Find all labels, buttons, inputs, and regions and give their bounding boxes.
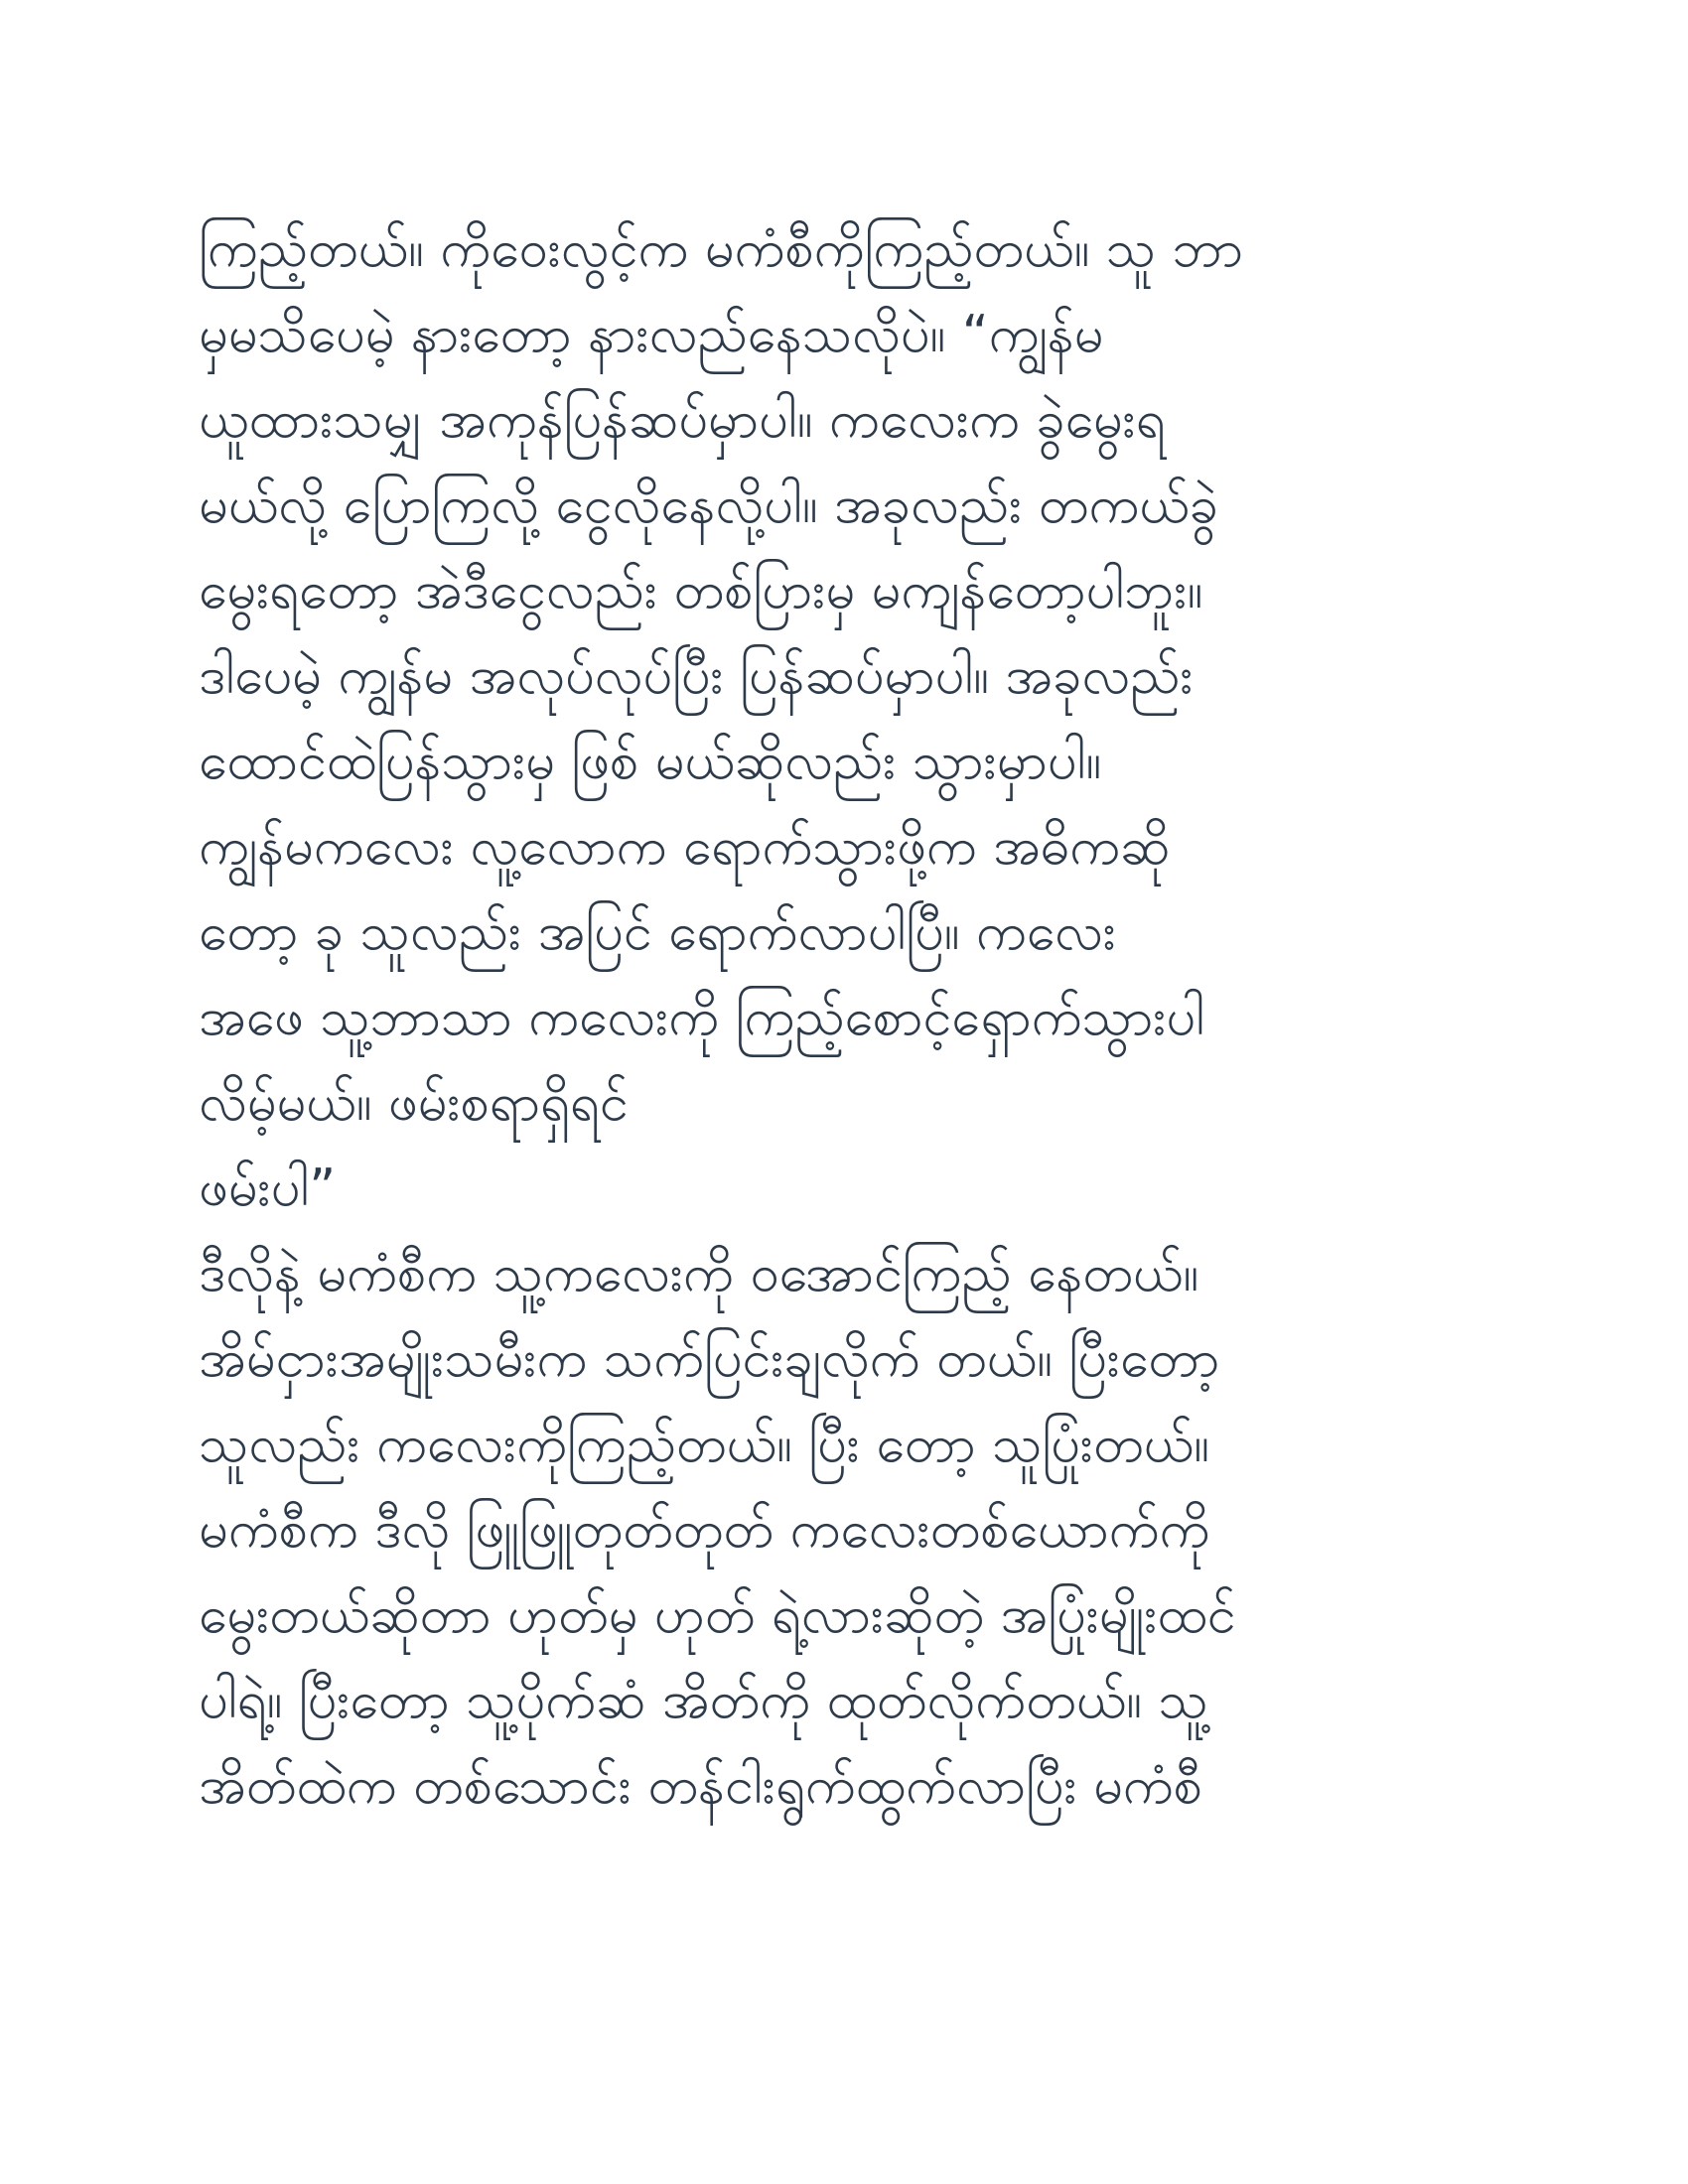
body-text bbox=[199, 206, 1499, 1829]
text-line-17: မွေးတယ်ဆိုတာ ဟုတ်မှ ဟုတ် ရဲ့လားဆိုတဲ့ အပြုံးမျိုးထင် bbox=[199, 1585, 1236, 1645]
text-line-9: တော့ ခု သူလည်း အပြင် ရောက်လာပါပြီ။ ကလေး bbox=[199, 902, 1116, 962]
text-line-6: ဒါပေမဲ့ ကျွန်မ အလုပ်လုပ်ပြီး ပြန်ဆပ်မှာပါ။ အခုလည်း bbox=[199, 646, 1194, 706]
text-line-8: ကျွန်မကလေး လူ့လောက ရောက်သွားဖို့က အဓိကဆို bbox=[199, 817, 1171, 877]
text-line-5: မွေးရတော့ အဲဒီငွေလည်း တစ်ပြားမှ မကျန်တော့ပါဘူး။ bbox=[199, 561, 1203, 620]
text-line-19: အိတ်ထဲက တစ်သောင်း တန်ငါးရွက်ထွက်လာပြီး မကံစီ bbox=[199, 1756, 1202, 1816]
text-line-13: ဒီလိုနဲ့ မကံစီက သူ့ကလေးကို ဝအောင်ကြည့် နေတယ်။ bbox=[199, 1244, 1199, 1303]
text-line-10: အဖေ သူ့ဘာသာ ကလေးကို ကြည့်စောင့်ရှောက်သွားပါ bbox=[199, 988, 1205, 1047]
text-line-18: ပါရဲ့။ ပြီးတော့ သူ့ပိုက်ဆံ အိတ်ကို ထုတ်လိုက်တယ်။ သူ့ bbox=[199, 1671, 1208, 1730]
text-line-15: သူလည်း ကလေးကိုကြည့်တယ်။ ပြီး တော့ သူပြုံးတယ်။ bbox=[199, 1415, 1209, 1474]
text-line-3: ယူထားသမျှ အကုန်ပြန်ဆပ်မှာပါ။ ကလေးက ခွဲမွေးရ bbox=[199, 390, 1166, 450]
text-line-2: မှမသိပေမဲ့ နားတော့ နားလည်နေသလိုပဲ။ “ကျွန်မ bbox=[199, 305, 1104, 364]
text-line-16: မကံစီက ဒီလို ဖြူဖြူတုတ်တုတ် ကလေးတစ်ယောက်ကို bbox=[199, 1500, 1210, 1560]
text-line-11: လိမ့်မယ်။ ဖမ်းစရာရှိရင် bbox=[199, 1073, 629, 1133]
text-line-14: အိမ်ငှားအမျိုးသမီးက သက်ပြင်းချလိုက် တယ်။ ပြီးတော့ bbox=[199, 1329, 1220, 1389]
text-line-4: မယ်လို့ ပြောကြလို့ ငွေလိုနေလို့ပါ။ အခုလည်း တကယ်ခွဲ bbox=[199, 476, 1218, 535]
text-line-7: ထောင်ထဲပြန်သွားမှ ဖြစ် မယ်ဆိုလည်း သွားမှာပါ။ bbox=[199, 732, 1102, 791]
text-line-1: ကြည့်တယ်။ ကိုဝေးလွင့်က မကံစီကိုကြည့်တယ်။ သူ ဘာ bbox=[199, 219, 1244, 279]
text-line-12: ဖမ်းပါ” bbox=[199, 1159, 337, 1218]
